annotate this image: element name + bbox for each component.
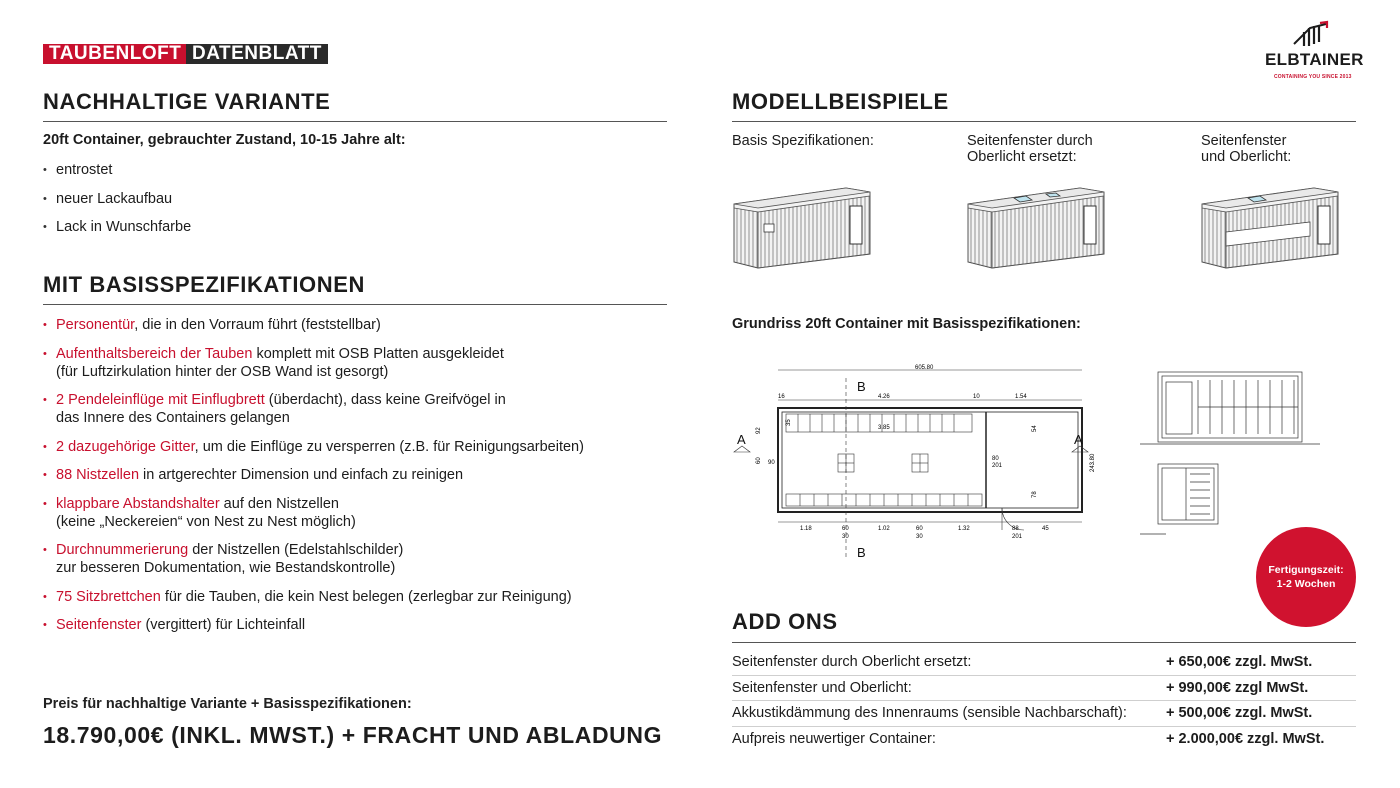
addon-label: Aufpreis neuwertiger Container: (732, 730, 936, 747)
list-item: • 2 dazugehörige Gitter, um die Einflüge zu versperren (z.B. für Reinigungsarbeiten) (43, 438, 663, 456)
spec-list (43, 316, 663, 634)
svg-text:243.80: 243.80 (1090, 453, 1096, 472)
svg-text:60: 60 (916, 526, 923, 532)
svg-text:92: 92 (756, 427, 762, 434)
floorplan-drawing (730, 360, 1110, 565)
svg-text:B: B (857, 379, 866, 394)
logo-tagline: CONTAINING YOU SINCE 2013 (1274, 74, 1352, 80)
condition-list (43, 161, 191, 236)
svg-text:3.85: 3.85 (878, 425, 890, 431)
svg-text:10: 10 (973, 394, 980, 400)
floorplan-title: Grundriss 20ft Container mit Basisspezifikationen: (732, 316, 1081, 332)
list-item: • Lack in Wunschfarbe (43, 218, 191, 236)
list-item: • klappbare Abstandshalter auf den Nistzellen (keine „Neckereien“ von Nest zu Nest möglich) (43, 495, 663, 531)
table-row (732, 701, 1356, 727)
svg-text:1.18: 1.18 (800, 526, 812, 532)
tag-taubenloft: TAUBENLOFT (43, 44, 187, 64)
addon-price: + 500,00€ zzgl. MwSt. (1166, 701, 1356, 727)
list-item: • 88 Nistzellen in artgerechter Dimension und einfach zu reinigen (43, 466, 663, 484)
svg-text:45: 45 (1042, 526, 1049, 532)
list-item: • Aufenthaltsbereich der Tauben komplett mit OSB Platten ausgekleidet (für Luftzirkulation hinter der OSB Wand ist gesorgt) (43, 345, 663, 381)
svg-text:60: 60 (842, 526, 849, 532)
divider (43, 121, 667, 122)
addon-price: + 990,00€ zzgl MwSt. (1166, 675, 1356, 701)
addon-label: Seitenfenster durch Oberlicht ersetzt: (732, 650, 1166, 675)
container-model-basis-image (732, 184, 874, 270)
divider (732, 642, 1356, 643)
table-row (732, 675, 1356, 701)
logo-wordmark: ELBTAINER (1265, 50, 1364, 69)
svg-text:B: B (857, 545, 866, 560)
addon-price: + 650,00€ zzgl. MwSt. (1166, 650, 1356, 675)
list-item: • 2 Pendeleinflüge mit Einflugbrett (überdacht), dass keine Greifvögel in das Innere des Containers gelangen (43, 391, 663, 427)
list-item: • Personentür, die in den Vorraum führt (feststellbar) (43, 316, 663, 334)
list-item: • Durchnummerierung der Nistzellen (Edelstahlschilder) zur besseren Dokumentation, wie Bestandskontrolle) (43, 541, 663, 577)
logo-mark-icon (1290, 20, 1330, 48)
section-title-basisspezifikationen: MIT BASISSPEZIFIKATIONEN (43, 272, 366, 297)
addon-price: + 2.000,00€ zzgl. MwSt. (1166, 730, 1325, 747)
list-item: • 75 Sitzbrettchen für die Tauben, die kein Nest belegen (zerlegbar zur Reinigung) (43, 588, 663, 606)
svg-text:30: 30 (916, 534, 923, 540)
svg-text:54: 54 (1032, 425, 1038, 432)
svg-text:1.54: 1.54 (1015, 394, 1027, 400)
table-row (732, 650, 1356, 675)
table-row (732, 726, 1356, 751)
svg-text:90: 90 (768, 460, 775, 466)
container-model-oberlicht-image (966, 184, 1108, 270)
divider (43, 304, 667, 305)
svg-text:A: A (737, 432, 746, 447)
addons-table (732, 650, 1356, 751)
svg-text:201: 201 (992, 463, 1003, 469)
list-item: • Seitenfenster (vergittert) für Lichteinfall (43, 616, 663, 634)
container-model-fenster-oberlicht-image (1200, 184, 1342, 270)
svg-text:35: 35 (786, 419, 792, 426)
section-title-nachhaltige: NACHHALTIGE VARIANTE (43, 89, 331, 114)
section-title-modellbeispiele: MODELLBEISPIELE (732, 89, 949, 114)
svg-text:80: 80 (992, 456, 999, 462)
svg-text:201: 201 (1012, 534, 1023, 540)
model-caption-oberlicht: Seitenfenster durch Oberlicht ersetzt: (967, 133, 1093, 165)
svg-text:A: A (1074, 432, 1083, 447)
svg-text:1.32: 1.32 (958, 526, 970, 532)
svg-text:4.26: 4.26 (878, 394, 890, 400)
addon-label: Akkustikdämmung des Innenraums (sensible Nachbarschaft): (732, 701, 1166, 727)
production-time-badge: Fertigungszeit: 1-2 Wochen (1256, 527, 1356, 627)
list-item: • entrostet (43, 161, 191, 179)
svg-text:60: 60 (756, 457, 762, 464)
svg-text:78: 78 (1032, 491, 1038, 498)
svg-text:605.80: 605.80 (915, 365, 934, 371)
addon-label: Seitenfenster und Oberlicht: (732, 675, 1166, 701)
list-item: • neuer Lackaufbau (43, 190, 191, 208)
svg-text:30: 30 (842, 534, 849, 540)
divider (732, 121, 1356, 122)
model-caption-fenster-oberlicht: Seitenfenster und Oberlicht: (1201, 133, 1292, 165)
section-title-add-ons: ADD ONS (732, 609, 838, 634)
price-value: 18.790,00€ (INKL. MWST.) + FRACHT UND ABLADUNG (43, 722, 663, 748)
section-drawings (1136, 362, 1322, 542)
tag-datenblatt: DATENBLATT (186, 44, 328, 64)
svg-text:1.02: 1.02 (878, 526, 890, 532)
model-caption-basis: Basis Spezifikationen: (732, 133, 874, 149)
svg-text:88: 88 (1012, 526, 1019, 532)
svg-text:16: 16 (778, 394, 785, 400)
section-subtitle: 20ft Container, gebrauchter Zustand, 10-15 Jahre alt: (43, 132, 406, 148)
price-label: Preis für nachhaltige Variante + Basisspezifikationen: (43, 696, 412, 712)
